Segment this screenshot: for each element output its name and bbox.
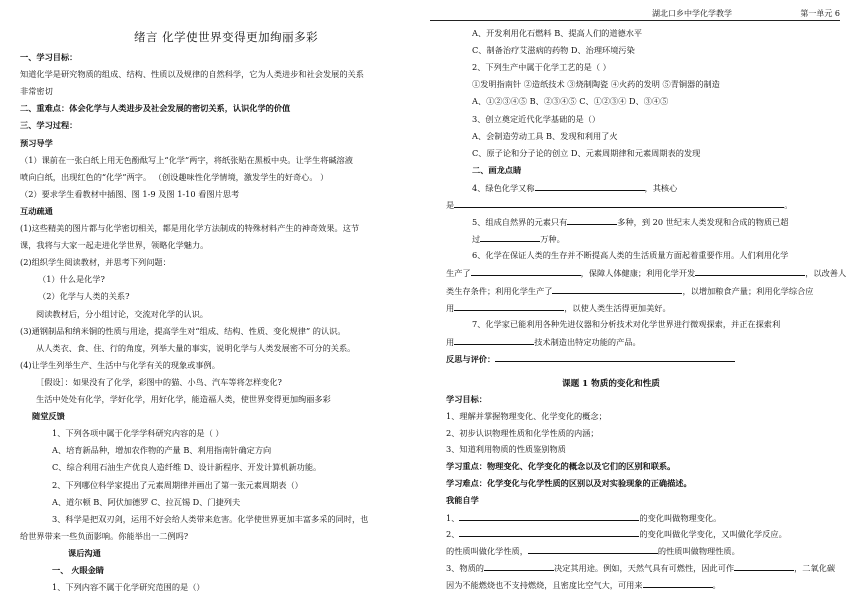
text-line bbox=[20, 530, 188, 542]
line-text: C、原子论和分子论的创立 D、元素周期律和元素周期表的发现 bbox=[472, 147, 701, 158]
text-line bbox=[52, 427, 224, 439]
fill-blank[interactable] bbox=[454, 301, 564, 311]
line-text: 技术制造出特定功能的产品。 bbox=[534, 336, 641, 347]
text-line bbox=[20, 222, 359, 234]
line-text: ①发明指南针 ②造纸技术 ③烧制陶瓷 ④火药的发明 ⑤青铜器的制造 bbox=[472, 79, 720, 90]
line-text: 的变化叫做物理变化。 bbox=[639, 512, 722, 523]
fill-blank[interactable] bbox=[535, 181, 645, 191]
fill-blank[interactable] bbox=[454, 335, 534, 345]
text-line bbox=[20, 171, 328, 183]
line-text: 一、学习目标： bbox=[20, 52, 78, 62]
text-line bbox=[52, 564, 104, 576]
line-text: 3、科学是把双刃剑，运用不好会给人类带来危害。化学使世界更加丰富多采的同时，也 bbox=[52, 513, 369, 524]
text-line bbox=[446, 494, 479, 506]
text-line bbox=[472, 130, 618, 142]
line-text: 给世界带来一些负面影响。你能举出一二例吗? bbox=[20, 530, 189, 541]
line-text: 1、下列内容不属于化学研究范围的是（） bbox=[52, 582, 205, 593]
line-text: 2、下列生产中属于化学工艺的是（ ） bbox=[472, 62, 611, 73]
line-text: 从人类衣、食、住、行的角度，列举大量的事实，说明化学与人类发展密不可分的关系。 bbox=[36, 342, 356, 353]
line-text: 课后沟通 bbox=[68, 547, 101, 558]
line-text: 4、绿色化学又称 bbox=[472, 182, 535, 193]
line-text: 知道化学是研究物质的组成、结构、性质以及规律的自然科学，它为人类进步和社会发展的关系 bbox=[20, 69, 364, 80]
line-text: (2)组织学生阅读教材，并思考下列问题： bbox=[20, 257, 171, 268]
text-line bbox=[52, 581, 205, 593]
fill-blank[interactable] bbox=[734, 561, 794, 571]
fill-blank[interactable] bbox=[567, 215, 617, 225]
text-line bbox=[20, 325, 346, 337]
line-text: ，以改善人 bbox=[805, 268, 847, 279]
line-text: 阅读教材后，分小组讨论，交流对化学的认识。 bbox=[36, 308, 208, 319]
line-text: 因为不能燃烧也不支持燃烧，且密度比空气大，可用来 bbox=[446, 579, 643, 590]
header-unit: 第一单元 6 bbox=[800, 9, 840, 18]
line-text: 课，我将与大家一起走进化学世界，领略化学魅力。 bbox=[20, 240, 209, 251]
line-text: 的性质叫做物理性质。 bbox=[657, 546, 740, 557]
line-text: ，保障人体健康；利用化学开发 bbox=[580, 268, 696, 279]
line-text: （2）化学与人类的关系? bbox=[38, 291, 130, 302]
fill-blank[interactable] bbox=[552, 284, 682, 294]
text-line bbox=[472, 232, 565, 245]
text-line bbox=[20, 119, 77, 131]
line-text: 决定其用途。例如，天然气具有可燃性，因此可作 bbox=[553, 563, 735, 573]
line-text: ，以增加粮食产量；利用化学综合应 bbox=[682, 285, 814, 296]
text-line bbox=[472, 95, 668, 107]
line-text: 多种，到 20 世纪末人类发现和合成的物质已超 bbox=[617, 217, 789, 228]
text-line bbox=[472, 181, 677, 194]
text-line bbox=[446, 301, 671, 314]
line-text: C、制备治疗艾滋病的药物 D、治理环境污染 bbox=[472, 45, 635, 56]
text-line bbox=[32, 410, 65, 422]
line-text: ［假设］：如果没有了化学，彩图中的猫、小鸟、汽车等将怎样变化? bbox=[36, 376, 282, 387]
text-line bbox=[38, 273, 105, 285]
text-line bbox=[20, 137, 53, 149]
line-text: 7、化学家已能利用各种先进仪器和分析技术对化学世界进行微观探索，并正在探索利 bbox=[472, 318, 781, 329]
line-text: C、综合利用石油生产优良人造纤维 D、设计新程序、开发计算机新功能。 bbox=[52, 462, 322, 473]
text-line bbox=[446, 198, 792, 211]
text-line bbox=[36, 342, 355, 354]
text-line bbox=[472, 44, 635, 56]
line-text: 二、画龙点睛 bbox=[472, 164, 522, 175]
text-line bbox=[446, 410, 607, 422]
text-line bbox=[52, 496, 240, 508]
fill-blank[interactable] bbox=[459, 511, 639, 521]
text-line bbox=[52, 479, 303, 491]
text-line bbox=[38, 290, 129, 302]
line-text: 类生存条件；利用化学生产了 bbox=[446, 285, 553, 296]
line-text: 是 bbox=[446, 200, 455, 210]
text-line bbox=[446, 527, 787, 540]
text-line bbox=[472, 215, 788, 228]
line-text: 2、初步认识物理性质和化学性质的内涵； bbox=[446, 427, 599, 438]
line-text: （1）课前在一张白纸上用无色酚酞写上“化学”两字，将纸张贴在黑板中央。让学生将碱溶液 bbox=[20, 154, 353, 165]
text-line bbox=[472, 113, 600, 125]
line-text: 的性质叫做化学性质， bbox=[446, 546, 528, 557]
text-line bbox=[52, 444, 271, 456]
header-school: 湖北口乡中学化学教学 bbox=[652, 9, 732, 18]
fill-blank[interactable] bbox=[459, 527, 639, 537]
lesson-title: 绪言 化学使世界变得更加绚丽多彩 bbox=[134, 30, 319, 44]
text-line bbox=[446, 335, 641, 348]
line-text: 二、重难点：体会化学与人类进步及社会发展的密切关系，认识化学的价值 bbox=[20, 103, 291, 114]
text-line bbox=[52, 461, 321, 473]
page-header bbox=[430, 6, 840, 21]
text-line bbox=[36, 393, 331, 405]
text-line bbox=[446, 477, 692, 489]
text-line bbox=[472, 61, 611, 73]
line-text: 学习难点：化学变化与化学性质的区别以及对实验现象的正确描述。 bbox=[446, 478, 692, 488]
text-line bbox=[20, 188, 239, 200]
line-text: A、培育新品种，增加农作物的产量 B、利用指南针确定方向 bbox=[52, 445, 272, 456]
lesson-title-2: 课题 1 物质的变化和性质 bbox=[562, 379, 660, 389]
text-line bbox=[20, 68, 364, 80]
line-text: 的变化叫做化学变化，又叫做化学反应。 bbox=[639, 529, 787, 540]
line-text: 生产了 bbox=[446, 268, 471, 279]
line-text: 用 bbox=[446, 336, 455, 347]
text-line bbox=[472, 164, 521, 176]
line-text: 2、下列哪位科学家提出了元素周期律并画出了第一张元素周期表（） bbox=[52, 479, 303, 490]
fill-blank[interactable] bbox=[484, 561, 554, 571]
text-line bbox=[20, 102, 290, 114]
text-line bbox=[472, 27, 642, 39]
line-text: A、开发利用化石燃料 B、提高人们的道德水平 bbox=[472, 28, 643, 38]
line-text: 互动疏通 bbox=[20, 205, 53, 216]
line-text: 学习重点：物理变化、化学变化的概念以及它们的区别和联系。 bbox=[446, 461, 676, 472]
line-text: 6、化学在保证人类的生存并不断提高人类的生活质量方面起着重要作用。人们利用化学 bbox=[472, 250, 789, 261]
line-text: A、会制造劳动工具 B、发现和利用了火 bbox=[472, 130, 618, 141]
line-text: 随堂反馈 bbox=[32, 411, 65, 422]
line-text: 1、 bbox=[446, 512, 460, 523]
line-text: 过 bbox=[472, 234, 481, 245]
text-line bbox=[446, 460, 675, 472]
text-line bbox=[446, 578, 721, 591]
line-text: （1）什么是化学? bbox=[38, 274, 105, 285]
line-text: 2、 bbox=[446, 529, 460, 540]
text-line bbox=[446, 443, 566, 455]
text-line bbox=[472, 249, 788, 261]
line-text: (3)通钢制品和纳米铜的性质与用途，提高学生对“组成、结构、性质、变化规律” 的认识。 bbox=[20, 325, 346, 336]
line-text: A、①②③④⑤ B、②③④⑤ C、①②③④ D、③④⑤ bbox=[472, 96, 669, 107]
text-line bbox=[20, 256, 171, 268]
fill-blank[interactable] bbox=[695, 266, 805, 276]
text-line bbox=[446, 544, 740, 557]
text-line bbox=[446, 427, 599, 439]
fill-blank[interactable] bbox=[471, 266, 581, 276]
line-text: 反思与评价： bbox=[446, 353, 496, 364]
text-line bbox=[20, 359, 220, 371]
text-line bbox=[472, 147, 700, 159]
line-text: （2）要求学生看教材中插图、图 1-9 及图 1-10 看图片思考 bbox=[20, 188, 240, 199]
line-text: 一、 火眼金睛 bbox=[52, 565, 104, 575]
line-text: 1、下列各项中属于化学学科研究内容的是（ ） bbox=[52, 428, 224, 439]
text-line bbox=[20, 85, 53, 97]
line-text: 喷向白纸，出现红色的“化学”两字。 （创设趣味性化学情境，激发学生的好奇心。 ） bbox=[20, 171, 329, 182]
text-line bbox=[446, 511, 721, 524]
line-text: 万种。 bbox=[540, 234, 565, 245]
line-text: 学习目标： bbox=[446, 394, 487, 404]
text-line bbox=[446, 393, 487, 405]
text-line bbox=[446, 352, 735, 365]
line-text: 非常密切 bbox=[20, 86, 53, 97]
fill-blank[interactable] bbox=[643, 578, 713, 588]
line-text: 3、知道利用物质的性质鉴别物质 bbox=[446, 444, 566, 455]
text-line bbox=[446, 561, 835, 574]
line-text: 用 bbox=[446, 302, 455, 313]
line-text: 我能自学 bbox=[446, 494, 479, 505]
line-text: ，二氧化碳 bbox=[794, 563, 836, 573]
text-line bbox=[20, 239, 208, 251]
text-line bbox=[20, 205, 53, 217]
line-text: 。 bbox=[712, 579, 721, 590]
fill-blank[interactable] bbox=[454, 198, 784, 208]
line-text: A、道尔顿 B、阿伏加德罗 C、拉瓦锡 D、门捷列夫 bbox=[52, 496, 241, 507]
text-line bbox=[68, 547, 101, 559]
line-text: 1、理解并掌握物理变化、化学变化的概念； bbox=[446, 410, 607, 421]
line-text: 。 bbox=[784, 200, 793, 210]
text-line bbox=[36, 376, 282, 388]
line-text: (4)让学生列举生产、生活中与化学有关的现象或事例。 bbox=[20, 359, 220, 370]
text-line bbox=[20, 51, 77, 63]
text-line bbox=[472, 318, 780, 330]
line-text: 预习导学 bbox=[20, 137, 53, 148]
line-text: 3、物质的 bbox=[446, 563, 484, 573]
fill-blank[interactable] bbox=[495, 352, 735, 362]
text-line bbox=[472, 78, 720, 90]
fill-blank[interactable] bbox=[528, 544, 658, 554]
text-line bbox=[36, 308, 208, 320]
line-text: 3、创立奠定近代化学基础的是（） bbox=[472, 113, 601, 124]
line-text: 5、组成自然界的元素只有 bbox=[472, 217, 568, 228]
text-line bbox=[20, 154, 353, 166]
line-text: ，以使人类生活得更加美好。 bbox=[564, 302, 671, 313]
line-text: (1)这些精美的图片都与化学密切相关，都是用化学方法制成的特殊材料产生的神奇效果。这节 bbox=[20, 223, 360, 233]
text-line bbox=[52, 513, 368, 525]
line-text: 生活中处处有化学，学好化学，用好化学，能造福人类，使世界变得更加绚丽多彩 bbox=[36, 394, 331, 404]
fill-blank[interactable] bbox=[480, 232, 540, 242]
text-line bbox=[446, 266, 846, 279]
text-line bbox=[446, 284, 813, 297]
line-text: ，其核心 bbox=[644, 182, 678, 193]
line-text: 三、学习过程： bbox=[20, 120, 78, 131]
